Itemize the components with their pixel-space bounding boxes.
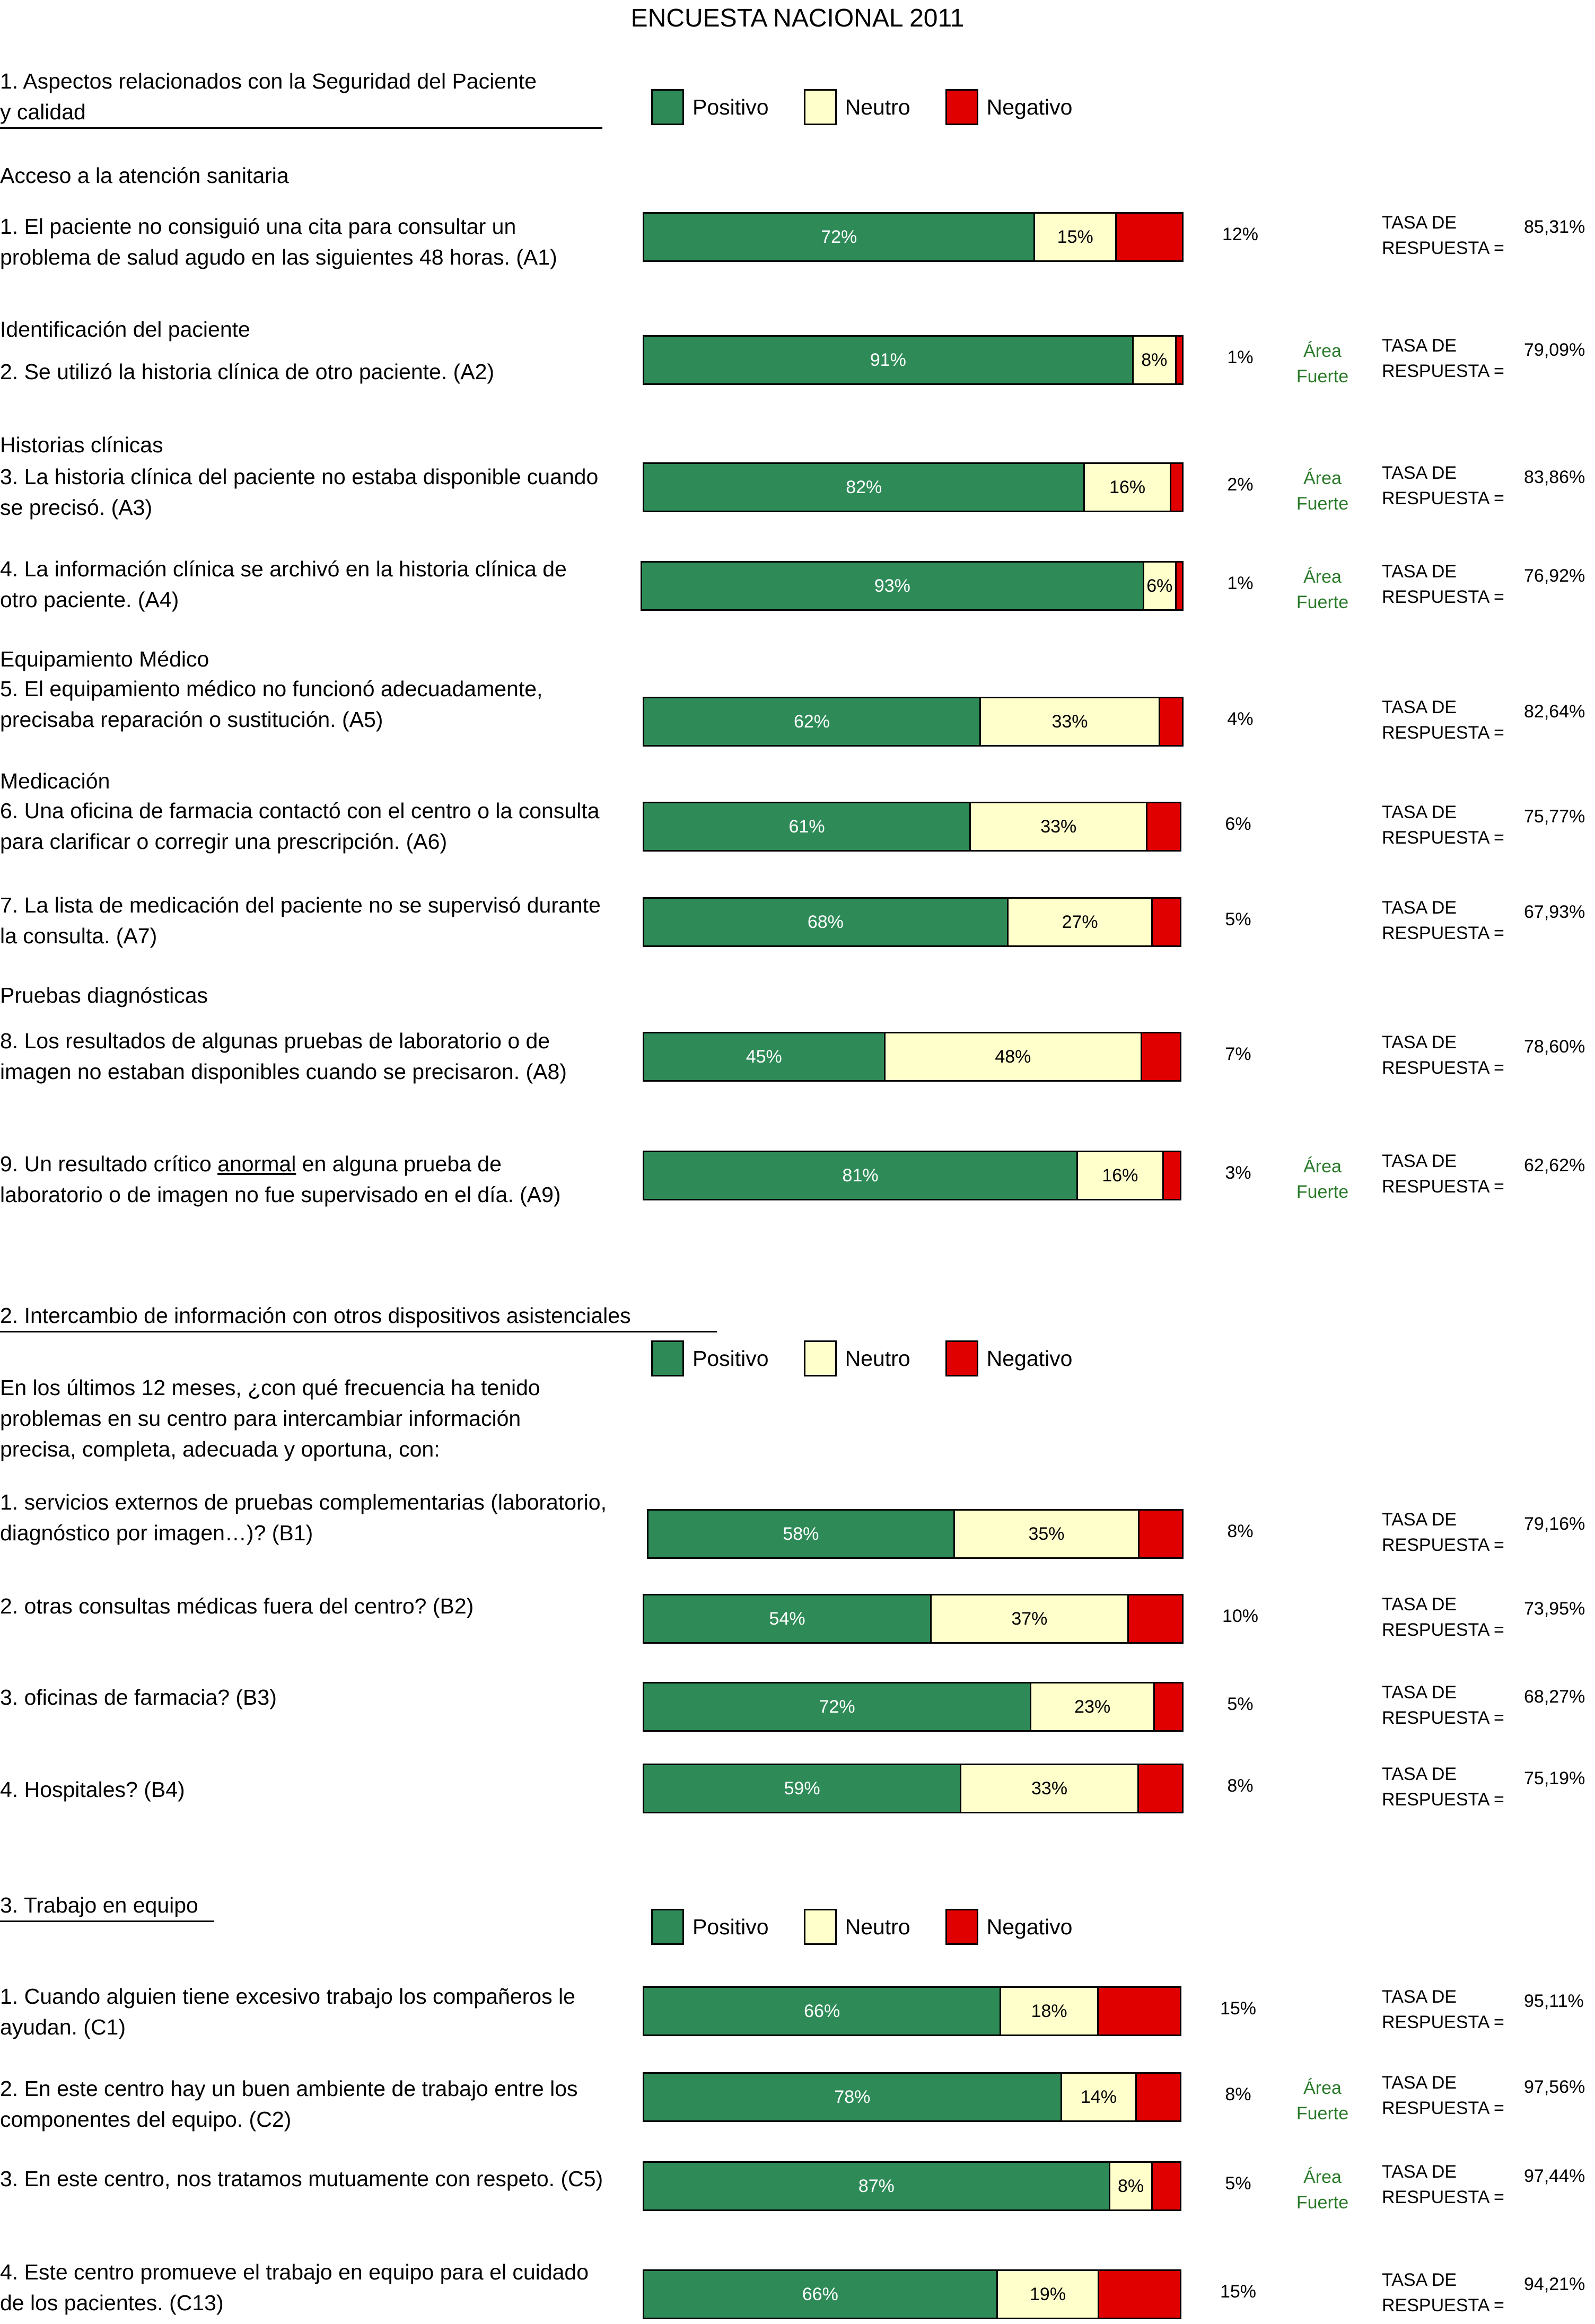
bar-b1-negative <box>1140 1511 1182 1557</box>
bar-b4-neutral: 33% <box>961 1765 1139 1812</box>
legend-neutral-swatch <box>804 89 837 125</box>
response-rate-a7: 67,93% <box>1524 902 1585 922</box>
bar-a5-neutral: 33% <box>981 698 1160 745</box>
question-c5: 3. En este centro, nos tratamos mutuamente con respeto. (C5) <box>0 2167 603 2191</box>
question-b1: 1. servicios externos de pruebas complementarias (laboratorio, diagnóstico por imagen…)? (B1) <box>0 1490 607 1545</box>
bar-c1 <box>643 1986 1181 2036</box>
tasa-label-a9: TASA DE RESPUESTA = <box>1382 1151 1504 1197</box>
response-rate-c13: 94,21% <box>1524 2274 1585 2294</box>
bar-c5-negative <box>1153 2163 1180 2209</box>
question-b3: 3. oficinas de farmacia? (B3) <box>0 1685 277 1709</box>
bar-a3-neutral: 16% <box>1085 464 1171 511</box>
bar-a3-positive: 82% <box>644 464 1085 511</box>
negative-label-a8: 7% <box>1225 1044 1251 1064</box>
question-a4: 4. La información clínica se archivó en la historia clínica de otro paciente. (A4) <box>0 557 567 612</box>
bar-a2-negative <box>1177 337 1182 383</box>
question-a3: 3. La historia clínica del paciente no estaba disponible cuando se precisó. (A3) <box>0 464 599 520</box>
response-rate-c1: 95,11% <box>1524 1991 1584 2011</box>
bar-b3-negative <box>1155 1683 1182 1730</box>
bar-a7 <box>643 897 1181 947</box>
bar-a8 <box>643 1032 1181 1082</box>
bar-a8-negative <box>1142 1033 1180 1080</box>
negative-label-a6: 6% <box>1225 814 1251 834</box>
bar-a6 <box>643 802 1181 852</box>
bar-c2 <box>643 2072 1181 2122</box>
bar-c13 <box>643 2269 1181 2319</box>
bar-c2-neutral: 14% <box>1062 2074 1137 2120</box>
response-rate-c5: 97,44% <box>1524 2166 1585 2186</box>
negative-label-a9: 3% <box>1225 1163 1251 1183</box>
tasa-label-a8: TASA DE RESPUESTA = <box>1382 1032 1504 1078</box>
question-a8: 8. Los resultados de algunas pruebas de laboratorio o de imagen no estaban disponibles cuando se precisaron. (A8) <box>0 1029 567 1084</box>
bar-c5 <box>643 2161 1181 2211</box>
bar-a6-negative <box>1147 803 1180 850</box>
bar-c1-negative <box>1099 1988 1180 2034</box>
question-a1: 1. El paciente no consiguió una cita para consultar un problema de salud agudo en las siguientes 48 horas. (A1) <box>0 214 557 269</box>
bar-a7-positive: 68% <box>644 899 1009 945</box>
legend-negative-swatch <box>945 1340 978 1376</box>
question-a2: 2. Se utilizó la historia clínica de otro paciente. (A2) <box>0 359 495 384</box>
bar-a5-negative <box>1160 698 1182 745</box>
bar-b2-negative <box>1129 1595 1182 1642</box>
negative-label-a3: 2% <box>1227 475 1254 495</box>
subtitle-identificacion: Identificación del paciente <box>0 317 250 341</box>
bar-a1-positive: 72% <box>644 214 1035 260</box>
bar-b2-positive: 54% <box>644 1595 932 1642</box>
bar-a2-positive: 91% <box>644 337 1134 383</box>
subtitle-pruebas: Pruebas diagnósticas <box>0 983 208 1007</box>
tasa-label-b2: TASA DE RESPUESTA = <box>1382 1594 1504 1640</box>
response-rate-b3: 68,27% <box>1524 1687 1585 1707</box>
legend-neutral-swatch <box>804 1909 837 1945</box>
negative-label-a1: 12% <box>1222 224 1259 244</box>
tasa-label-c13: TASA DE RESPUESTA = <box>1382 2270 1504 2316</box>
bar-a7-negative <box>1153 899 1180 945</box>
negative-label-c13: 15% <box>1220 2282 1257 2302</box>
bar-b4 <box>643 1764 1184 1813</box>
question-b4: 4. Hospitales? (B4) <box>0 1777 185 1802</box>
section-1-title: 1. Aspectos relacionados con la Seguridad del Paciente y calidad <box>0 66 602 129</box>
negative-label-b1: 8% <box>1227 1521 1254 1541</box>
bar-b4-positive: 59% <box>644 1765 961 1812</box>
negative-label-c5: 5% <box>1225 2173 1251 2194</box>
tasa-label-a3: TASA DE RESPUESTA = <box>1382 463 1504 508</box>
bar-a9-neutral: 16% <box>1078 1152 1164 1199</box>
negative-label-b4: 8% <box>1227 1776 1254 1796</box>
strong-area-a9: Área Fuerte <box>1296 1156 1349 1202</box>
tasa-label-b1: TASA DE RESPUESTA = <box>1382 1510 1504 1555</box>
response-rate-b2: 73,95% <box>1524 1599 1585 1619</box>
legend-section-3 <box>651 1908 1107 1946</box>
subtitle-medicacion: Medicación <box>0 769 110 793</box>
tasa-label-a2: TASA DE RESPUESTA = <box>1382 336 1504 381</box>
legend-neutral-label: Neutro <box>845 1346 910 1371</box>
bar-a2 <box>643 335 1184 385</box>
legend-neutral-label: Neutro <box>845 94 910 119</box>
question-b2: 2. otras consultas médicas fuera del centro? (B2) <box>0 1594 474 1618</box>
section-3-title: 3. Trabajo en equipo <box>0 1890 214 1922</box>
bar-c13-positive: 66% <box>644 2271 998 2318</box>
legend-negative <box>945 89 1073 125</box>
bar-a1-neutral: 15% <box>1035 214 1117 260</box>
question-a7: 7. La lista de medicación del paciente no se supervisó durante la consulta. (A7) <box>0 893 601 948</box>
response-rate-a2: 79,09% <box>1524 340 1585 360</box>
strong-area-a4: Área Fuerte <box>1296 567 1349 612</box>
subtitle-equipamiento: Equipamiento Médico <box>0 647 209 671</box>
response-rate-b1: 79,16% <box>1524 1514 1585 1534</box>
bar-a4-neutral: 6% <box>1144 563 1177 609</box>
legend-neutral <box>804 1909 910 1945</box>
bar-b2 <box>643 1594 1184 1644</box>
response-rate-a5: 82,64% <box>1524 701 1585 722</box>
legend-negative-swatch <box>945 89 978 125</box>
bar-a9-negative <box>1164 1152 1180 1199</box>
question-c2: 2. En este centro hay un buen ambiente de trabajo entre los componentes del equipo. (C2) <box>0 2076 578 2132</box>
bar-a3-negative <box>1171 464 1182 511</box>
bar-c2-negative <box>1137 2074 1180 2120</box>
negative-label-a4: 1% <box>1227 573 1254 593</box>
tasa-label-c5: TASA DE RESPUESTA = <box>1382 2162 1504 2207</box>
negative-label-b3: 5% <box>1227 1694 1254 1714</box>
strong-area-c2: Área Fuerte <box>1296 2078 1349 2124</box>
bar-a5-positive: 62% <box>644 698 981 745</box>
legend-negative <box>945 1340 1073 1376</box>
tasa-label-b3: TASA DE RESPUESTA = <box>1382 1682 1504 1728</box>
legend-section-1 <box>651 88 1107 126</box>
negative-label-a2: 1% <box>1227 347 1254 367</box>
bar-a6-neutral: 33% <box>971 803 1147 850</box>
tasa-label-a7: TASA DE RESPUESTA = <box>1382 898 1504 943</box>
bar-a5 <box>643 697 1184 747</box>
bar-c13-negative <box>1099 2271 1180 2318</box>
bar-b3 <box>643 1682 1184 1732</box>
legend-neutral-label: Neutro <box>845 1914 910 1939</box>
response-rate-a4: 76,92% <box>1524 566 1585 586</box>
bar-c1-neutral: 18% <box>1001 1988 1099 2034</box>
subtitle-historias: Historias clínicas <box>0 433 163 457</box>
bar-a1-negative <box>1117 214 1182 260</box>
legend-positive-label: Positivo <box>693 1346 769 1371</box>
bar-b1 <box>647 1509 1184 1559</box>
response-rate-a8: 78,60% <box>1524 1037 1585 1057</box>
tasa-label-a1: TASA DE RESPUESTA = <box>1382 213 1504 258</box>
page-title: ENCUESTA NACIONAL 2011 <box>630 4 965 32</box>
strong-area-c5: Área Fuerte <box>1296 2167 1349 2213</box>
response-rate-a6: 75,77% <box>1524 806 1585 827</box>
tasa-label-a4: TASA DE RESPUESTA = <box>1382 562 1504 607</box>
legend-negative-label: Negativo <box>986 94 1073 119</box>
bar-a4-negative <box>1177 563 1182 609</box>
bar-a2-neutral: 8% <box>1134 337 1177 383</box>
negative-label-a5: 4% <box>1227 709 1254 729</box>
bar-a3 <box>643 462 1184 512</box>
tasa-label-a6: TASA DE RESPUESTA = <box>1382 802 1504 848</box>
bar-c5-positive: 87% <box>644 2163 1110 2209</box>
legend-negative <box>945 1909 1073 1945</box>
bar-a8-positive: 45% <box>644 1033 886 1080</box>
bar-a9-positive: 81% <box>644 1152 1078 1199</box>
question-c13: 4. Este centro promueve el trabajo en equipo para el cuidado de los pacientes. (C13) <box>0 2260 589 2315</box>
strong-area-a3: Área Fuerte <box>1296 468 1349 514</box>
legend-negative-swatch <box>945 1909 978 1945</box>
response-rate-a3: 83,86% <box>1524 467 1585 487</box>
section-2-title: 2. Intercambio de información con otros dispositivos asistenciales <box>0 1300 717 1332</box>
response-rate-c2: 97,56% <box>1524 2077 1585 2097</box>
negative-label-c2: 8% <box>1225 2084 1251 2104</box>
legend-positive-label: Positivo <box>693 94 769 119</box>
bar-a4-positive: 93% <box>642 563 1144 609</box>
bar-b4-negative <box>1139 1765 1182 1812</box>
tasa-label-a5: TASA DE RESPUESTA = <box>1382 697 1504 743</box>
legend-positive-label: Positivo <box>693 1914 769 1939</box>
legend-neutral-swatch <box>804 1340 837 1376</box>
legend-positive <box>651 1909 769 1945</box>
legend-negative-label: Negativo <box>986 1914 1073 1939</box>
response-rate-a9: 62,62% <box>1524 1155 1585 1176</box>
legend-positive <box>651 89 769 125</box>
question-c1: 1. Cuando alguien tiene excesivo trabajo los compañeros le ayudan. (C1) <box>0 1984 575 2039</box>
strong-area-a2: Área Fuerte <box>1296 341 1349 387</box>
legend-neutral <box>804 1340 910 1376</box>
legend-positive-swatch <box>651 1340 684 1376</box>
legend-section-2 <box>651 1339 1107 1378</box>
bar-c13-neutral: 19% <box>998 2271 1100 2318</box>
bar-b1-positive: 58% <box>648 1511 955 1557</box>
bar-a4 <box>641 561 1184 611</box>
bar-c5-neutral: 8% <box>1110 2163 1153 2209</box>
bar-a6-positive: 61% <box>644 803 971 850</box>
subtitle-acceso: Acceso a la atención sanitaria <box>0 163 289 188</box>
tasa-label-c2: TASA DE RESPUESTA = <box>1382 2073 1504 2118</box>
legend-positive-swatch <box>651 1909 684 1945</box>
question-a9: 9. Un resultado crítico anormal en alguna prueba de laboratorio o de imagen no fue supervisado en el día. (A9) <box>0 1152 561 1207</box>
bar-b2-neutral: 37% <box>932 1595 1128 1642</box>
bar-a1 <box>643 212 1184 262</box>
negative-label-b2: 10% <box>1222 1606 1259 1626</box>
question-a6: 6. Una oficina de farmacia contactó con el centro o la consulta para clarificar o corregir una prescripción. (A6) <box>0 799 600 854</box>
bar-c1-positive: 66% <box>644 1988 1001 2034</box>
bar-c2-positive: 78% <box>644 2074 1062 2120</box>
legend-negative-label: Negativo <box>986 1346 1073 1371</box>
bar-b3-neutral: 23% <box>1031 1683 1155 1730</box>
question-a5: 5. El equipamiento médico no funcionó adecuadamente, precisaba reparación o sustitución. (A5) <box>0 677 543 732</box>
bar-a9 <box>643 1151 1181 1200</box>
tasa-label-b4: TASA DE RESPUESTA = <box>1382 1764 1504 1810</box>
response-rate-b4: 75,19% <box>1524 1768 1585 1788</box>
bar-a8-neutral: 48% <box>886 1033 1143 1080</box>
tasa-label-c1: TASA DE RESPUESTA = <box>1382 1987 1504 2032</box>
section-2-intro: En los últimos 12 meses, ¿con qué frecuencia ha tenido problemas en su centro para intercambiar información precisa, completa, adecuada y oportuna, con: <box>0 1375 540 1461</box>
legend-positive-swatch <box>651 89 684 125</box>
legend-neutral <box>804 89 910 125</box>
bar-b3-positive: 72% <box>644 1683 1031 1730</box>
bar-a7-neutral: 27% <box>1009 899 1153 945</box>
legend-positive <box>651 1340 769 1376</box>
negative-label-a7: 5% <box>1225 909 1251 929</box>
bar-b1-neutral: 35% <box>955 1511 1140 1557</box>
negative-label-c1: 15% <box>1220 1998 1257 2019</box>
question-a9-underlined: anormal <box>217 1152 296 1176</box>
response-rate-a1: 85,31% <box>1524 217 1585 237</box>
